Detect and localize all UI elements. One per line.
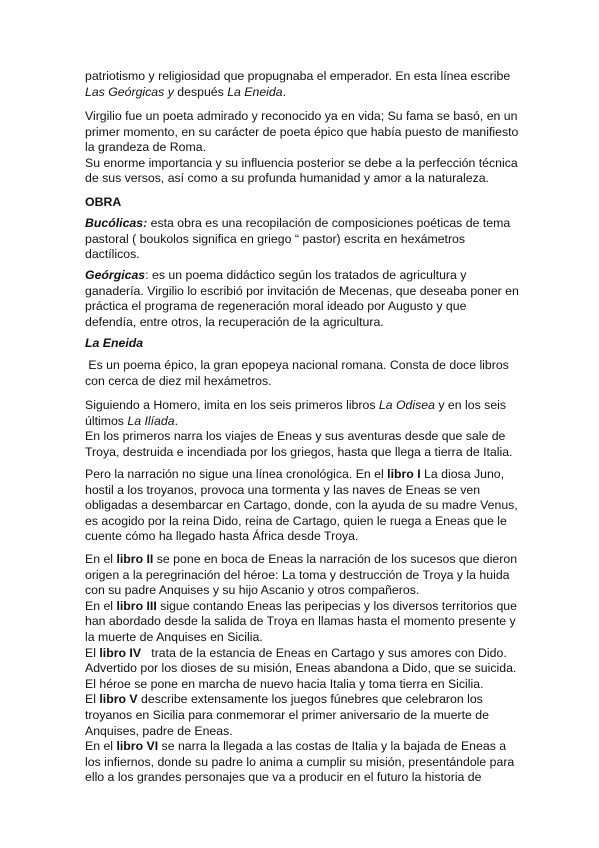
term-georgicas: Geórgicas	[85, 268, 146, 282]
title-eneida: La Eneida	[227, 84, 283, 99]
text-line: con su padre Anquises y su hijo Ascanio y otros compañeros.	[85, 583, 420, 598]
paragraph-intro	[85, 69, 525, 100]
text-line	[85, 692, 525, 708]
text-run: En el	[85, 598, 117, 613]
title-iliada: La Ilíada	[127, 413, 175, 428]
text-run: .	[282, 84, 286, 99]
text-line: Advertido por los dioses de su misión, Eneas abandona a Dido, que se suicida.	[85, 661, 517, 676]
text-line: cuente cómo ha llegado hasta África desde Troya.	[85, 529, 359, 544]
paragraph-eneida-intro	[85, 358, 525, 389]
text-run: describe extensamente los juegos fúnebres que celebraron los	[137, 692, 483, 707]
heading-obra: OBRA	[85, 195, 122, 209]
paragraph-georgicas	[85, 268, 525, 330]
text-line: ganadería. Virgilio lo escribió por invitación de Mecenas, que deseaba poner en	[85, 283, 519, 298]
text-line: la muerte de Anquises en Sicilia.	[85, 629, 263, 644]
text-line: con cerca de diez mil hexámetros.	[85, 373, 272, 388]
text-run: : es un poema didáctico según los tratados de agricultura y	[145, 268, 467, 282]
text-run: El	[85, 645, 100, 660]
text-line	[85, 398, 525, 414]
paragraph-homero	[85, 398, 525, 460]
text-line: Virgilio fue un poeta admirado y reconocido ya en vida; Su fama se basó, en un	[85, 109, 518, 123]
text-line: patriotismo y religiosidad que propugnaba el emperador. En esta línea escribe	[85, 69, 511, 83]
title-odisea: La Odisea	[378, 398, 435, 412]
text-line: obligadas a desembarcar en Cartago, donde, con la ayuda de su madre Venus,	[85, 498, 518, 513]
paragraph-libros	[85, 552, 525, 786]
text-run: Pero la narración no sigue una línea cronológica. En el	[85, 467, 388, 481]
text-run: La diosa Juno,	[420, 467, 505, 481]
text-line: pastoral ( boukolos significa en griego “ pastor) escrita en hexámetros	[85, 231, 466, 246]
text-run: después	[173, 84, 228, 99]
libro-ii-label: libro II	[116, 552, 154, 566]
text-run: sigue contando Eneas las peripecias y los diversos territorios que	[156, 598, 517, 613]
text-run: se narra la llegada a las costas de Italia y la bajada de Eneas a	[158, 739, 507, 754]
text-line	[85, 739, 525, 755]
title-georgicas: Las Geórgicas y	[85, 84, 174, 99]
text-line: la grandeza de Roma.	[85, 140, 206, 155]
text-line	[85, 467, 525, 483]
libro-i-label: libro I	[387, 467, 421, 481]
libro-v-label: libro V	[99, 692, 138, 707]
text-run: El	[85, 692, 100, 707]
text-run: trata de la estancia de Eneas en Cartago y sus amores con Dido.	[141, 645, 507, 660]
text-line	[85, 599, 525, 615]
text-line: En los primeros narra los viajes de Eneas y sus aventuras desde que sale de	[85, 429, 506, 444]
paragraph-bucolicas	[85, 216, 525, 263]
text-line: los infiernos, donde su padre lo anima a cumplir su misión, presentándole para	[85, 754, 515, 769]
text-line: origen a la peregrinación del héroe: La toma y destrucción de Troya y la huida	[85, 567, 510, 582]
text-line: han abordado desde la salida de Troya en llamas hasta el momento presente y	[85, 614, 516, 629]
text-run: En el	[85, 739, 117, 754]
text-line	[85, 85, 525, 101]
text-line: es acogido por la reina Dido, reina de Cartago, quien le ruega a Eneas que le	[85, 513, 507, 528]
text-line: práctica el programa de regeneración moral ideado por Augusto y que	[85, 299, 467, 314]
text-line	[85, 552, 525, 568]
term-bucolicas: Bucólicas:	[85, 216, 148, 230]
text-line: dactílicos.	[85, 247, 140, 262]
text-line: hostil a los troyanos, provoca una tormenta y las naves de Eneas se ven	[85, 482, 481, 497]
text-run: esta obra es una recopilación de composiciones poéticas de tema	[147, 216, 511, 230]
text-line	[85, 216, 525, 232]
text-run: .	[174, 413, 178, 428]
text-line: troyanos en Sicilia para conmemorar el primer aniversario de la muerte de	[85, 707, 489, 722]
text-line: El héroe se pone en marcha de nuevo hacia Italia y toma tierra en Sicilia.	[85, 676, 484, 691]
text-line: primer momento, en su carácter de poeta épico que había puesto de manifiesto	[85, 124, 519, 139]
libro-iv-label: libro IV	[99, 645, 142, 660]
text-line: defendía, entre otros, la recuperación de la agricultura.	[85, 314, 384, 329]
text-line: Su enorme importancia y su influencia posterior se debe a la perfección técnica	[85, 155, 518, 170]
text-run: En el	[85, 552, 117, 566]
heading-la-eneida: La Eneida	[85, 336, 144, 350]
text-line	[85, 414, 525, 430]
text-run: Siguiendo a Homero, imita en los seis primeros libros	[85, 398, 379, 412]
text-run: y en los seis	[434, 398, 507, 412]
paragraph-virgilio	[85, 109, 525, 187]
text-line: de sus versos, así como a su profunda humanidad y amor a la naturaleza.	[85, 171, 489, 186]
text-line: Es un poema épico, la gran epopeya nacional romana. Consta de doce libros	[85, 358, 509, 372]
text-run: últimos	[85, 413, 128, 428]
libro-iii-label: libro III	[116, 598, 157, 613]
text-line	[85, 268, 525, 284]
libro-vi-label: libro VI	[116, 739, 159, 754]
text-line: ello a los grandes personajes que va a producir en el futuro la historia de	[85, 770, 482, 785]
text-run: se pone en boca de Eneas la narración de los sucesos que dieron	[153, 552, 518, 566]
text-line: Troya, destruida e incendiada por los griegos, hasta que llega a tierra de Italia.	[85, 444, 513, 459]
text-line: Anquises, padre de Eneas.	[85, 723, 233, 738]
paragraph-libro-i	[85, 467, 525, 545]
text-line	[85, 646, 525, 662]
